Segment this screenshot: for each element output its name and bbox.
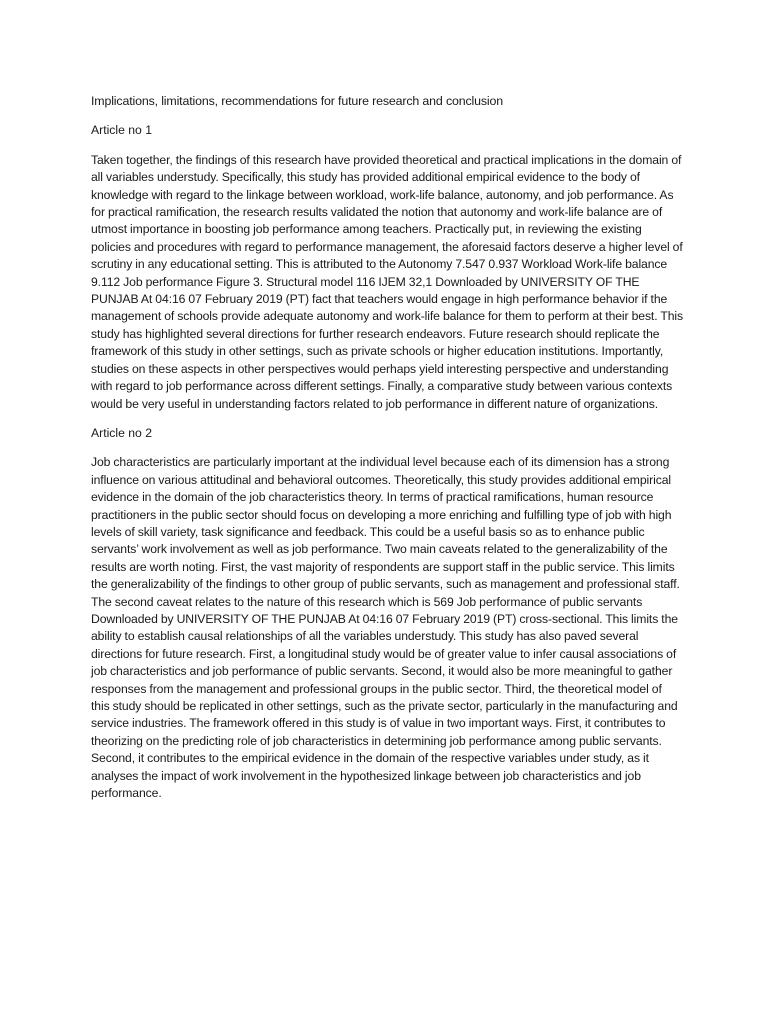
section-heading: Implications, limitations, recommendations for future research and conclusion	[91, 94, 503, 108]
article-1-body: Taken together, the findings of this research have provided theoretical and practical implications in the domain of all variables understudy. Specifically, this study has provided additional empirical evidence to the body of knowledge with regard to the linkage between workload, work-life balance, autonomy, and job performance. As for practical ramification, the research results validated the notion that autonomy and work-life balance are of utmost importance in boosting job performance among teachers. Practically put, in reviewing the existing policies and procedures with regard to performance management, the aforesaid factors deserve a higher level of scrutiny in any educational setting. This is attributed to the Autonomy 7.547 0.937 Workload Work-life balance 9.112 Job performance Figure 3. Structural model 116 IJEM 32,1 Downloaded by UNIVERSITY OF THE PUNJAB At 04:16 07 February 2019 (PT) fact that teachers would engage in high performance behavior if the management of schools provide adequate autonomy and work-life balance for them to perform at their best. This study has highlighted several directions for further research endeavors. Future research should replicate the framework of this study in other settings, such as private schools or higher education institutions. Importantly, studies on these aspects in other perspectives would perhaps yield interesting perspective and understanding with regard to job performance across different settings. Finally, a comparative study between various contexts would be very useful in understanding factors related to job performance in different nature of organizations.	[91, 152, 683, 411]
article-2-body: Job characteristics are particularly important at the individual level because each of its dimension has a strong influence on various attitudinal and behavioral outcomes. Theoretically, this study provides additional empirical evidence in the domain of the job characteristics theory. In terms of practical ramifications, human resource practitioners in the public sector should focus on developing a more enriching and fulfilling type of job with high levels of skill variety, task significance and feedback. This could be a useful basis so as to enhance public servants’ work involvement as well as job performance. Two main caveats related to the generalizability of the results are worth noting. First, the vast majority of respondents are support staff in the public service. This limits the generalizability of the findings to other group of public servants, such as management and professional staff. The second caveat relates to the nature of this research which is 569 Job performance of public servants Downloaded by UNIVERSITY OF THE PUNJAB At 04:16 07 February 2019 (PT) cross-sectional. This limits the ability to establish causal relationships of all the variables understudy. This study has also paved several directions for future research. First, a longitudinal study would be of greater value to infer causal associations of job characteristics and job performance of public servants. Second, it would also be more meaningful to gather responses from the management and professional groups in the public sector. Third, the theoretical model of this study should be replicated in other settings, such as the private sector, particularly in the manufacturing and service industries. The framework offered in this study is of value in two important ways. First, it contributes to theorizing on the predicting role of job characteristics in determining job performance among public servants. Second, it contributes to the empirical evidence in the domain of the respective variables under study, as it analyses the impact of work involvement in the hypothesized linkage between job characteristics and job performance.	[91, 455, 680, 801]
article-2-label: Article no 2	[91, 425, 152, 440]
article-1-label: Article no 1	[91, 123, 152, 138]
document-page	[91, 93, 683, 814]
